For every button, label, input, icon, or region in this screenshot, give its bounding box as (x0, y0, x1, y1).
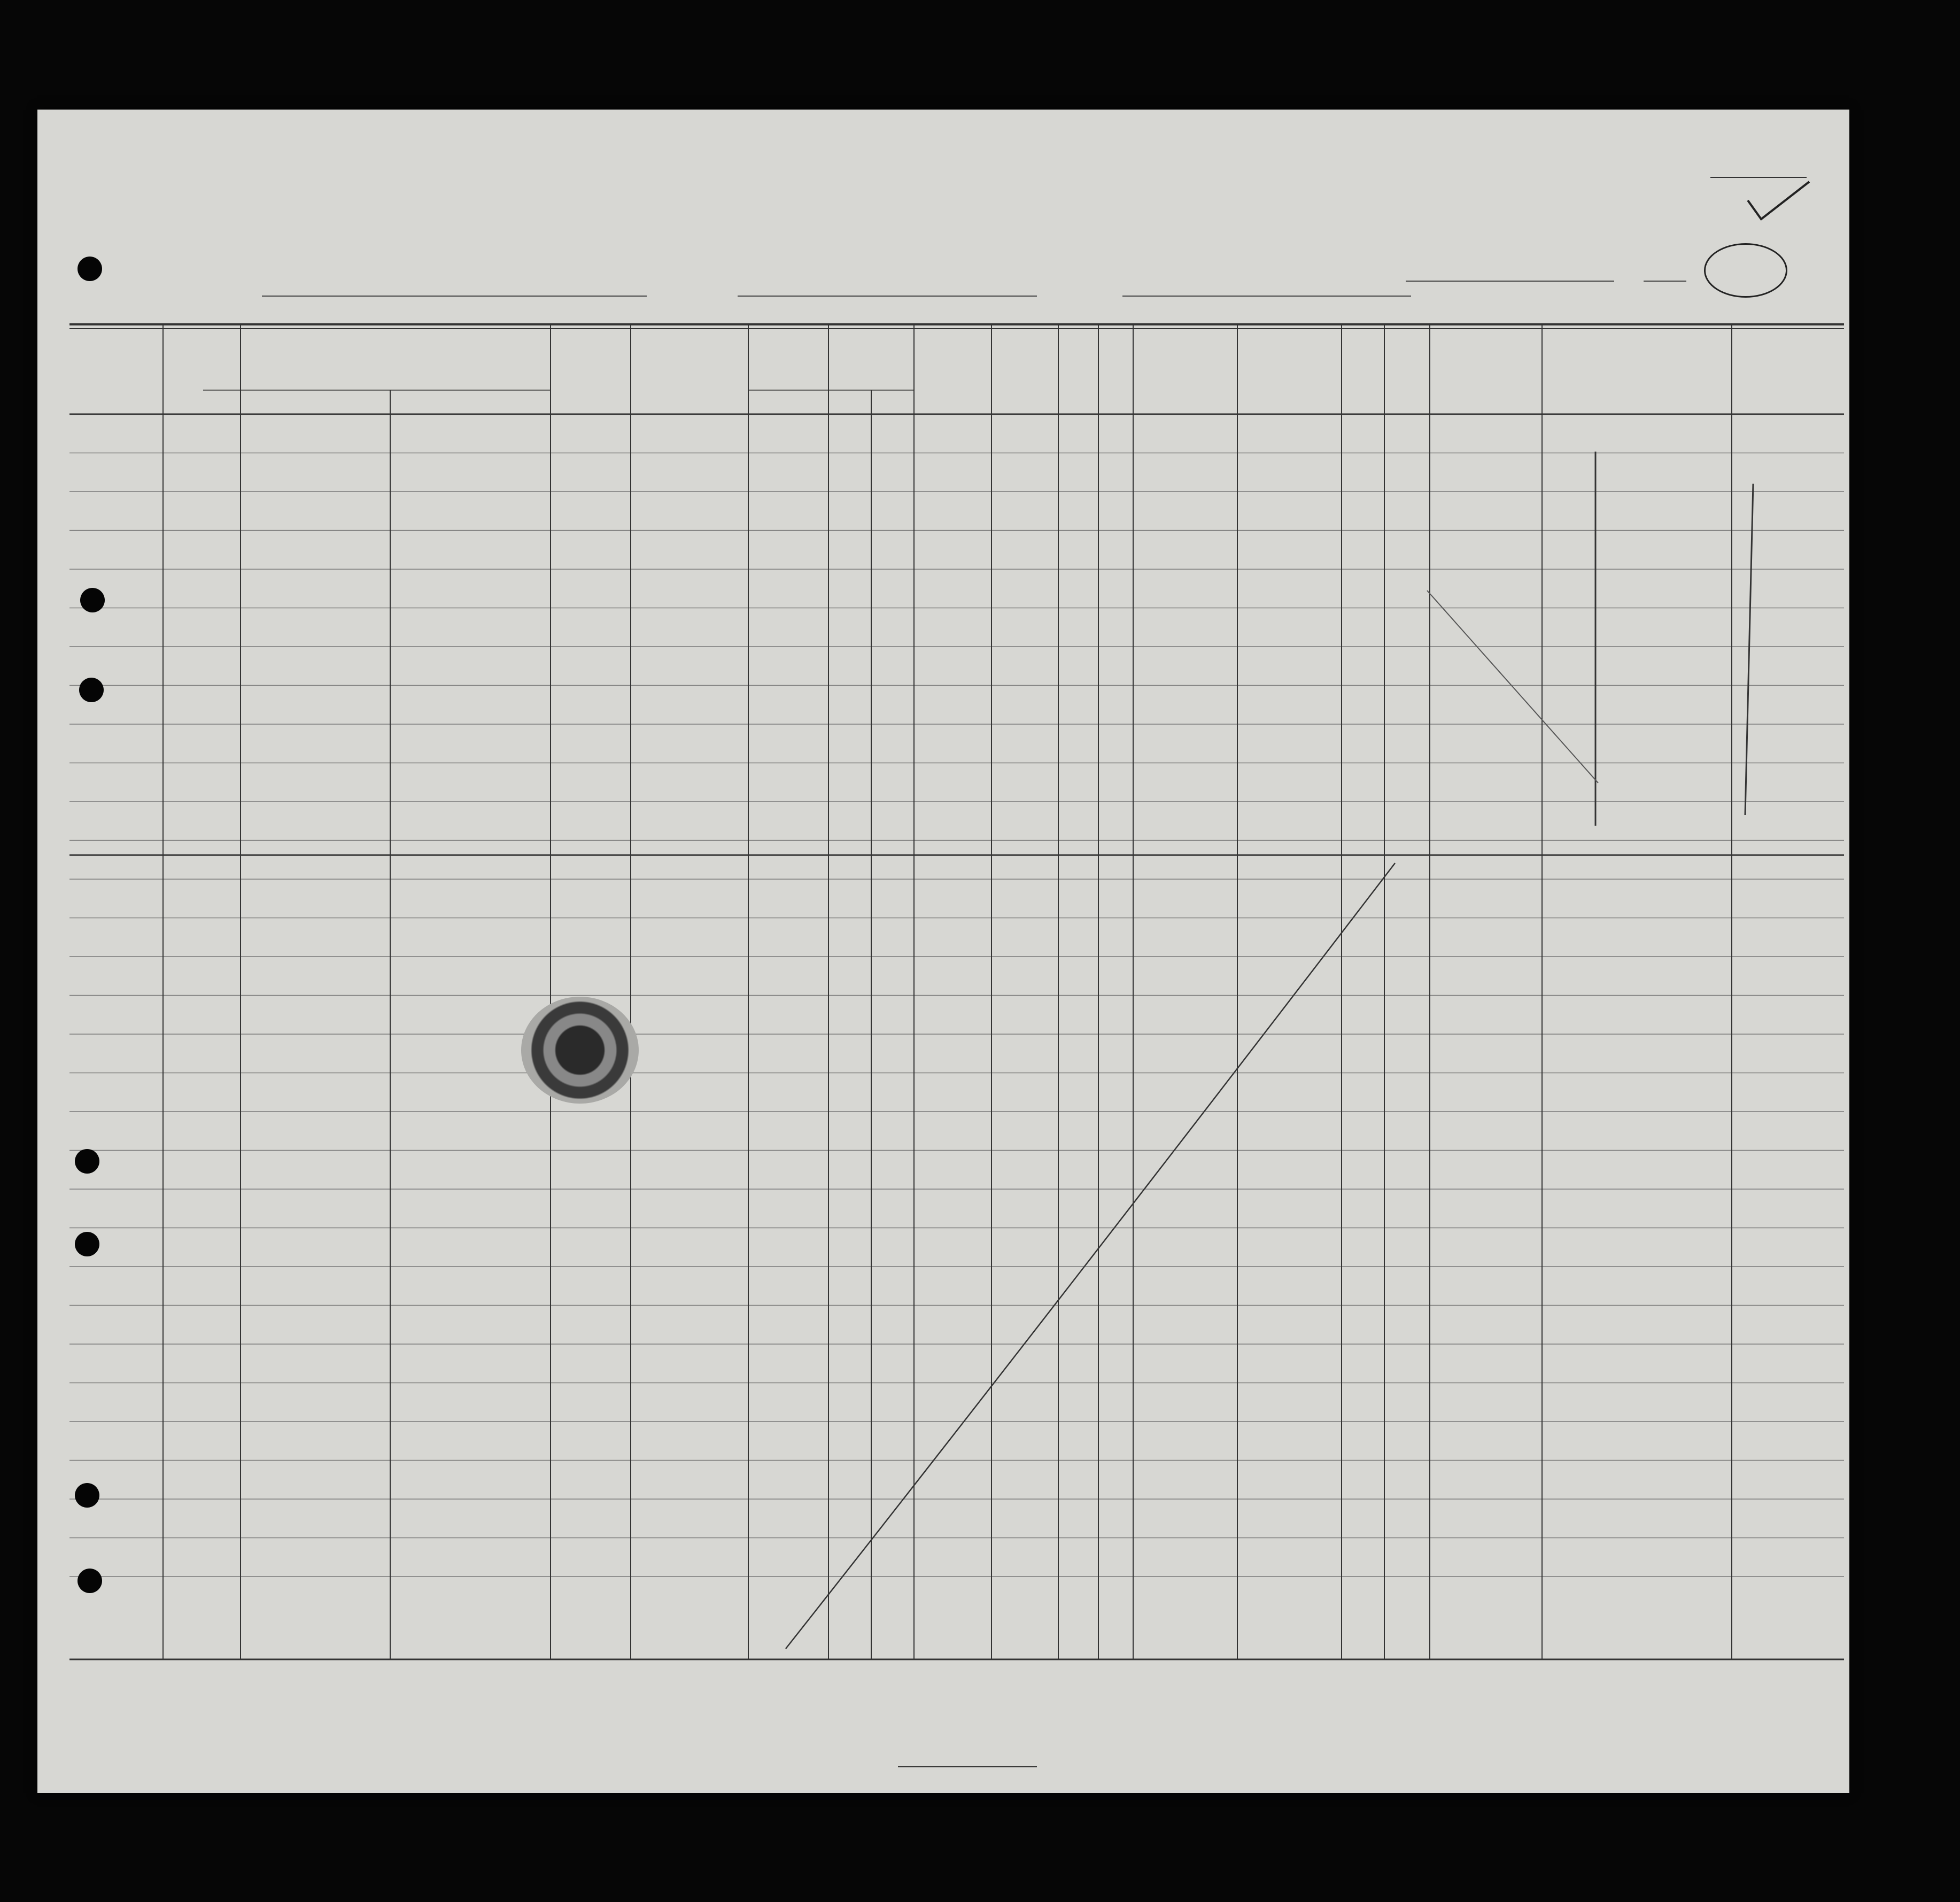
binder-hole (80, 588, 105, 612)
binder-hole (78, 1569, 102, 1593)
binder-hole (78, 257, 102, 281)
consular-seal (521, 997, 639, 1104)
crew-table-grid (37, 110, 1849, 1793)
binder-hole (79, 678, 104, 702)
binder-hole (75, 1483, 99, 1508)
binder-hole (75, 1232, 99, 1256)
binder-hole (75, 1149, 99, 1174)
inspector-label (898, 1766, 1037, 1767)
visa-stamp (636, 852, 935, 1205)
manifest-sheet (37, 110, 1849, 1793)
